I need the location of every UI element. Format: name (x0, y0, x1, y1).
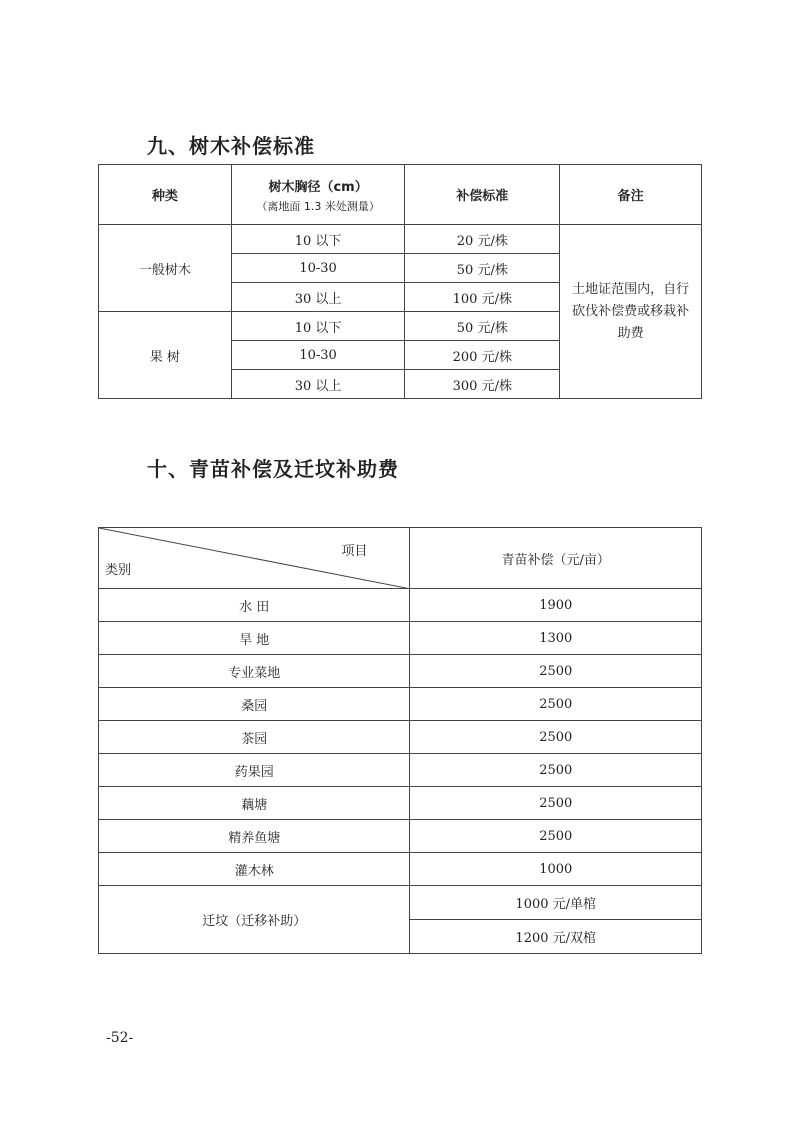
diagonal-header-cell (99, 528, 410, 589)
category-cell: 灌木林 (99, 853, 410, 886)
header-type: 种类 (99, 165, 232, 225)
standard-cell: 100 元/株 (405, 283, 560, 312)
table-row (99, 622, 702, 655)
table-row (99, 820, 702, 853)
standard-cell: 50 元/株 (405, 254, 560, 283)
group-name: 一般树木 (99, 225, 232, 312)
diameter-cell: 30 以上 (231, 283, 405, 312)
crop-compensation-table (98, 527, 702, 954)
tree-compensation-table (98, 164, 702, 399)
header-standard: 补偿标准 (405, 165, 560, 225)
category-cell: 精养鱼塘 (99, 820, 410, 853)
diameter-cell: 10 以下 (231, 312, 405, 341)
category-cell: 桑园 (99, 688, 410, 721)
grave-category-cell: 迁坟（迁移补助） (99, 886, 410, 954)
value-cell: 2500 (410, 820, 702, 853)
section-10-title: 十、青苗补偿及迁坟补助费 (147, 457, 399, 481)
table-row (99, 589, 702, 622)
table-row (99, 853, 702, 886)
header-category: 类别 (105, 563, 132, 578)
table-row (99, 655, 702, 688)
value-cell: 2500 (410, 721, 702, 754)
remark-cell: 土地证范围内，自行砍伐补偿费或移栽补助费 (560, 225, 702, 399)
table-row (99, 688, 702, 721)
section-9-title: 九、树木补偿标准 (147, 134, 315, 158)
table-row (99, 721, 702, 754)
value-cell: 2500 (410, 787, 702, 820)
value-cell: 1300 (410, 622, 702, 655)
diameter-cell: 10-30 (231, 341, 405, 370)
table-row (99, 787, 702, 820)
diameter-cell: 30 以上 (231, 370, 405, 399)
grave-double-cell: 1200 元/双棺 (410, 920, 702, 954)
page-number: -52- (106, 1030, 134, 1046)
header-diameter-note: （离地面 1.3 米处测量） (256, 199, 380, 213)
value-cell: 2500 (410, 655, 702, 688)
header-value: 青苗补偿（元/亩） (410, 528, 702, 589)
value-cell: 2500 (410, 688, 702, 721)
table-row (99, 886, 702, 920)
standard-cell: 20 元/株 (405, 225, 560, 254)
category-cell: 水 田 (99, 589, 410, 622)
header-remark: 备注 (560, 165, 702, 225)
grave-single-cell: 1000 元/单棺 (410, 886, 702, 920)
table-row (99, 754, 702, 787)
header-item: 项目 (341, 544, 368, 559)
standard-cell: 200 元/株 (405, 341, 560, 370)
category-cell: 茶园 (99, 721, 410, 754)
diameter-cell: 10 以下 (231, 225, 405, 254)
value-cell: 1000 (410, 853, 702, 886)
value-cell: 2500 (410, 754, 702, 787)
diameter-cell: 10-30 (231, 254, 405, 283)
group-name: 果 树 (99, 312, 232, 399)
table-row (99, 225, 702, 254)
value-cell: 1900 (410, 589, 702, 622)
header-diameter-label: 树木胸径（cm） (268, 179, 368, 195)
header-diameter (231, 165, 405, 225)
category-cell: 药果园 (99, 754, 410, 787)
standard-cell: 50 元/株 (405, 312, 560, 341)
category-cell: 旱 地 (99, 622, 410, 655)
standard-cell: 300 元/株 (405, 370, 560, 399)
category-cell: 藕塘 (99, 787, 410, 820)
category-cell: 专业菜地 (99, 655, 410, 688)
